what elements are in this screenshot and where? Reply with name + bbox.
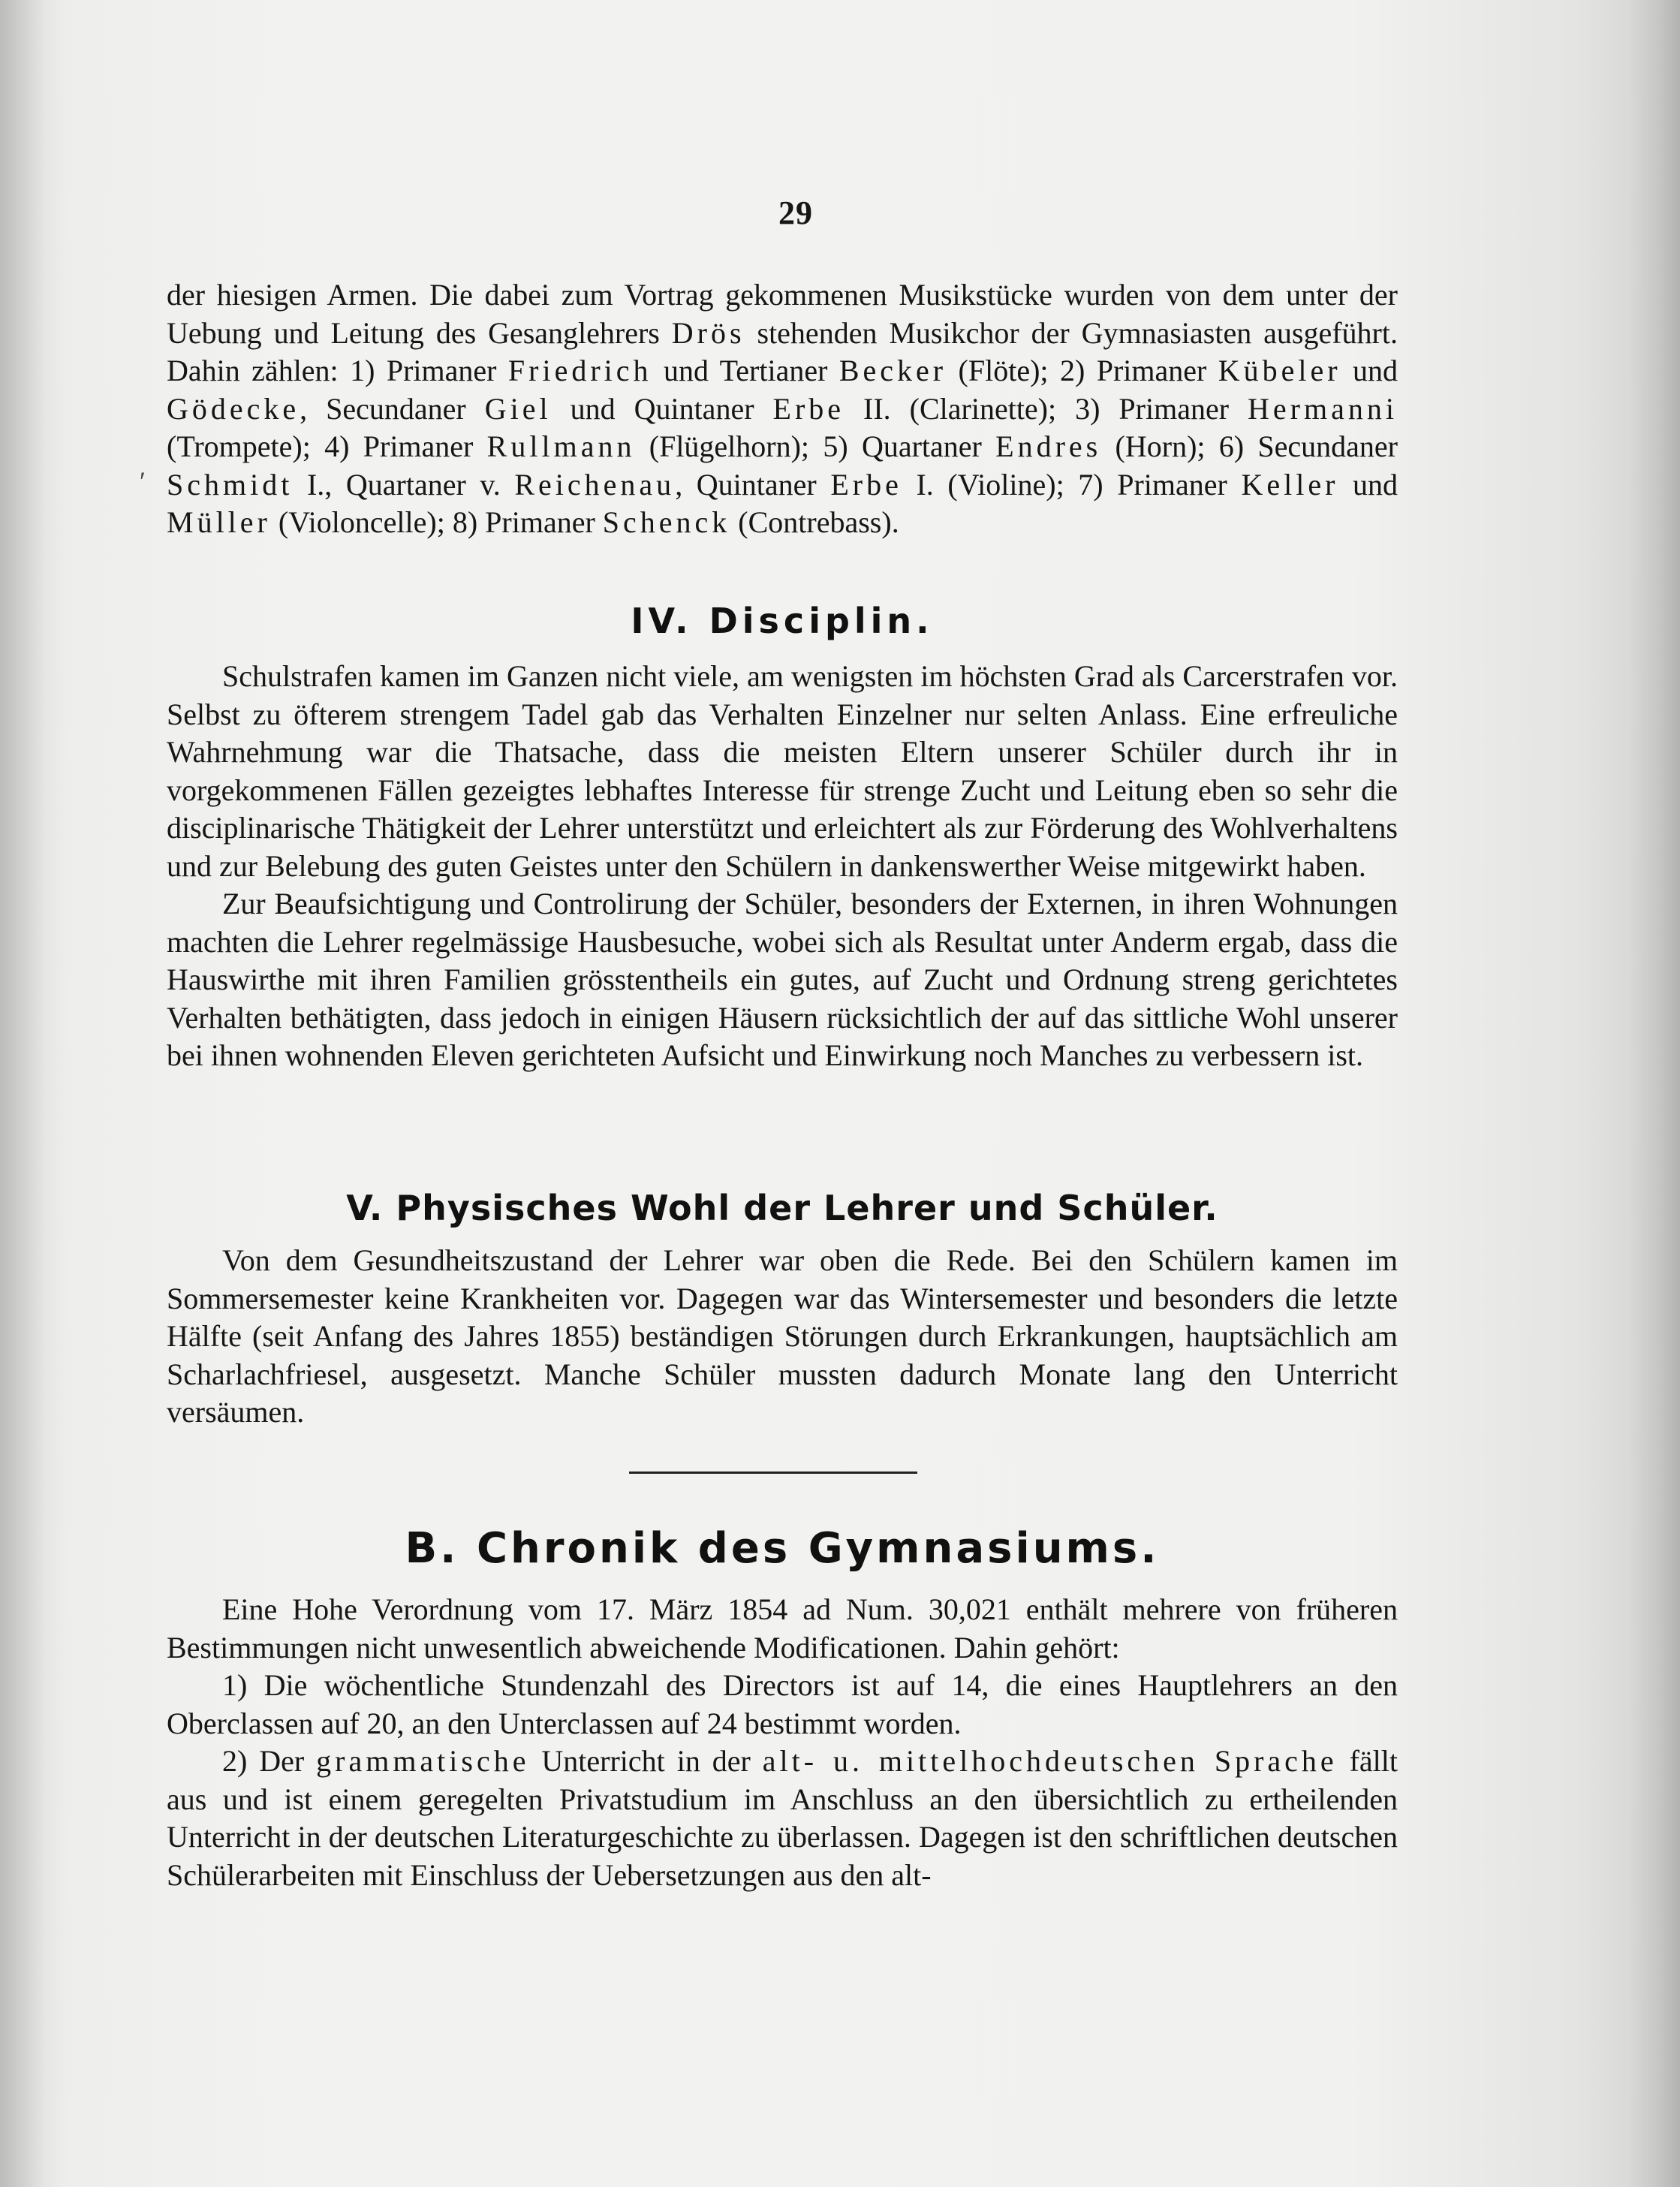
heading-chronik: B. Chronik des Gymnasiums. [405, 1524, 1160, 1573]
heading-discipline: IV. Disciplin. [631, 601, 934, 641]
discipline-paragraph-2: Zur Beaufsichtigung und Controlirung der Schüler, besonders der Externen, in ihren Wohnungen machten die Lehrer regelmässige Hausbesuche, wobei sich als Resultat unter Anderm ergab, dass die Hauswirthe mit ihren Familien grösstentheils ein gutes, auf Zucht und Ordnung streng gerichtetes Verhalten bethätigten, dass jedoch in einigen Häusern rücksichtlich der auf das sittliche Wohl unserer bei ihnen wohnenden Eleven gerichteten Aufsicht und Einwirkung noch Manches zu verbessern ist. [167, 887, 1398, 1072]
chronik-p3-spaced-name: alt- u. mittelhochdeutschen Sprache [762, 1744, 1338, 1778]
intro-text-run: , Secundaner [300, 391, 485, 426]
section-discipline [167, 601, 1398, 1075]
intro-text-run: stehenden Musikchor der Gymnasiasten ausgeführt. Dahin zählen: 1) Primaner [167, 315, 1398, 387]
intro-text-run: (Flöte); 2) Primaner [947, 354, 1218, 387]
intro-text-run: (Violoncelle); 8) Primaner [270, 505, 603, 539]
intro-text-run: (Flügelhorn); 5) Quartaner [635, 429, 996, 463]
section-physical [167, 1188, 1398, 1432]
intro-spaced-name: Rullmann [486, 429, 636, 463]
physical-paragraph-1: Von dem Gesundheitszustand der Lehrer war oben die Rede. Bei den Schülern kamen im Sommersemester keine Krankheiten vor. Dagegen war das Wintersemester und besonders die letzte Hälfte (seit Anfang des Jahres 1855) beständigen Störungen durch Erkrankungen, hauptsächlich am Scharlachfriesel, ausgesetzt. Manche Schüler mussten dadurch Monate lang den Unterricht versäumen. [167, 1243, 1398, 1429]
intro-spaced-name: Drös [671, 315, 745, 350]
intro-spaced-name: Keller [1241, 467, 1339, 502]
intro-spaced-name: Gödecke [167, 391, 300, 426]
chronik-paragraph-2: 1) Die wöchentliche Stundenzahl des Directors ist auf 14, die eines Hauptlehrers an den Oberclassen auf 20, an den Unterclassen auf 24 bestimmt worden. [167, 1668, 1398, 1740]
intro-spaced-name: Erbe [830, 467, 902, 502]
intro-spaced-name: Friedrich [507, 354, 652, 387]
section-chronik [167, 1524, 1398, 1894]
intro-spaced-name: Kübeler [1218, 354, 1341, 387]
intro-spaced-name: Becker [838, 354, 947, 387]
chronik-p3-text-run: Unterricht in der [529, 1744, 763, 1778]
chronik-paragraph-1: Eine Hohe Verordnung vom 17. März 1854 ad Num. 30,021 enthält mehrere von früheren Bestimmungen nicht unwesentlich abweichende Modificationen. Dahin gehört: [167, 1592, 1398, 1664]
chronik-p3-text-run: 2) Der [222, 1744, 317, 1778]
intro-text-run: (Contrebass). [730, 505, 899, 539]
intro-text-run: I. (Violine); 7) Primaner [902, 467, 1242, 502]
intro-block [167, 276, 1398, 542]
discipline-paragraph-1: Schulstrafen kamen im Ganzen nicht viele, am wenigsten im höchsten Grad als Carcerstrafen vor. Selbst zu öfterem strengem Tadel gab das Verhalten Einzelner nur selten Anlass. Eine erfreuliche Wahrnehmung war die Thatsache, dass die meisten Eltern unserer Schüler durch ihr in vorgekommenen Fällen gezeigtes lebhaftes Interesse für strenge Zucht und Leitung eben so sehr die disciplinarische Thätigkeit der Lehrer unterstützt und erleichtert als zur Förderung des Wohlverhaltens und zur Belebung des guten Geistes unter den Schülern in dankenswerther Weise mitgewirkt haben. [167, 659, 1398, 883]
page-shadow-left [0, 0, 45, 2187]
intro-text-run: und [1338, 467, 1398, 502]
intro-text-run: , Quintaner [675, 467, 831, 502]
intro-spaced-name: Giel [484, 391, 552, 426]
chronik-paragraph-3 [167, 1743, 1398, 1894]
chronik-p3-spaced-name: grammatische [316, 1744, 530, 1778]
intro-spaced-name: Müller [167, 505, 271, 539]
intro-spaced-name: Erbe [772, 391, 845, 426]
chronik-p3-text-run: fällt aus und ist einem geregelten Privatstudium im Anschluss an den übersichtlich zu ertheilenden Unterricht in der deutschen Literaturgeschichte zu überlassen. Dagegen ist den schriftlichen deutschen Schülerarbeiten mit Einschluss der Uebersetzungen aus den alt- [167, 1744, 1398, 1892]
margin-mark: ʹ [140, 466, 146, 496]
page-shadow-right [1627, 0, 1680, 2187]
intro-text-run: und [1341, 354, 1398, 387]
intro-text-run: der hiesigen Armen. Die dabei zum Vortrag gekommenen Musikstücke wurden von dem unter der Uebung und Leitung des Gesanglehrers [167, 278, 1398, 350]
section-divider [629, 1472, 917, 1474]
intro-text-run: (Horn); 6) Secundaner [1101, 429, 1398, 463]
intro-spaced-name: Reichenau [514, 467, 676, 502]
intro-spaced-name: Endres [995, 429, 1102, 463]
intro-paragraph [167, 276, 1398, 542]
intro-spaced-name: Hermanni [1248, 391, 1398, 426]
intro-text-run: I., Quartaner v. [293, 467, 515, 502]
intro-spaced-name: Schenck [602, 505, 731, 539]
intro-spaced-name: Schmidt [167, 467, 294, 502]
page-number: 29 [778, 194, 813, 231]
intro-text-run: und Quintaner [551, 391, 773, 426]
intro-text-run: (Trompete); 4) Primaner [167, 429, 487, 463]
intro-text-run: und Tertianer [652, 354, 839, 387]
heading-physical: V. Physisches Wohl der Lehrer und Schüler. [346, 1188, 1218, 1228]
intro-text-run: II. (Clarinette); 3) Primaner [845, 391, 1248, 426]
